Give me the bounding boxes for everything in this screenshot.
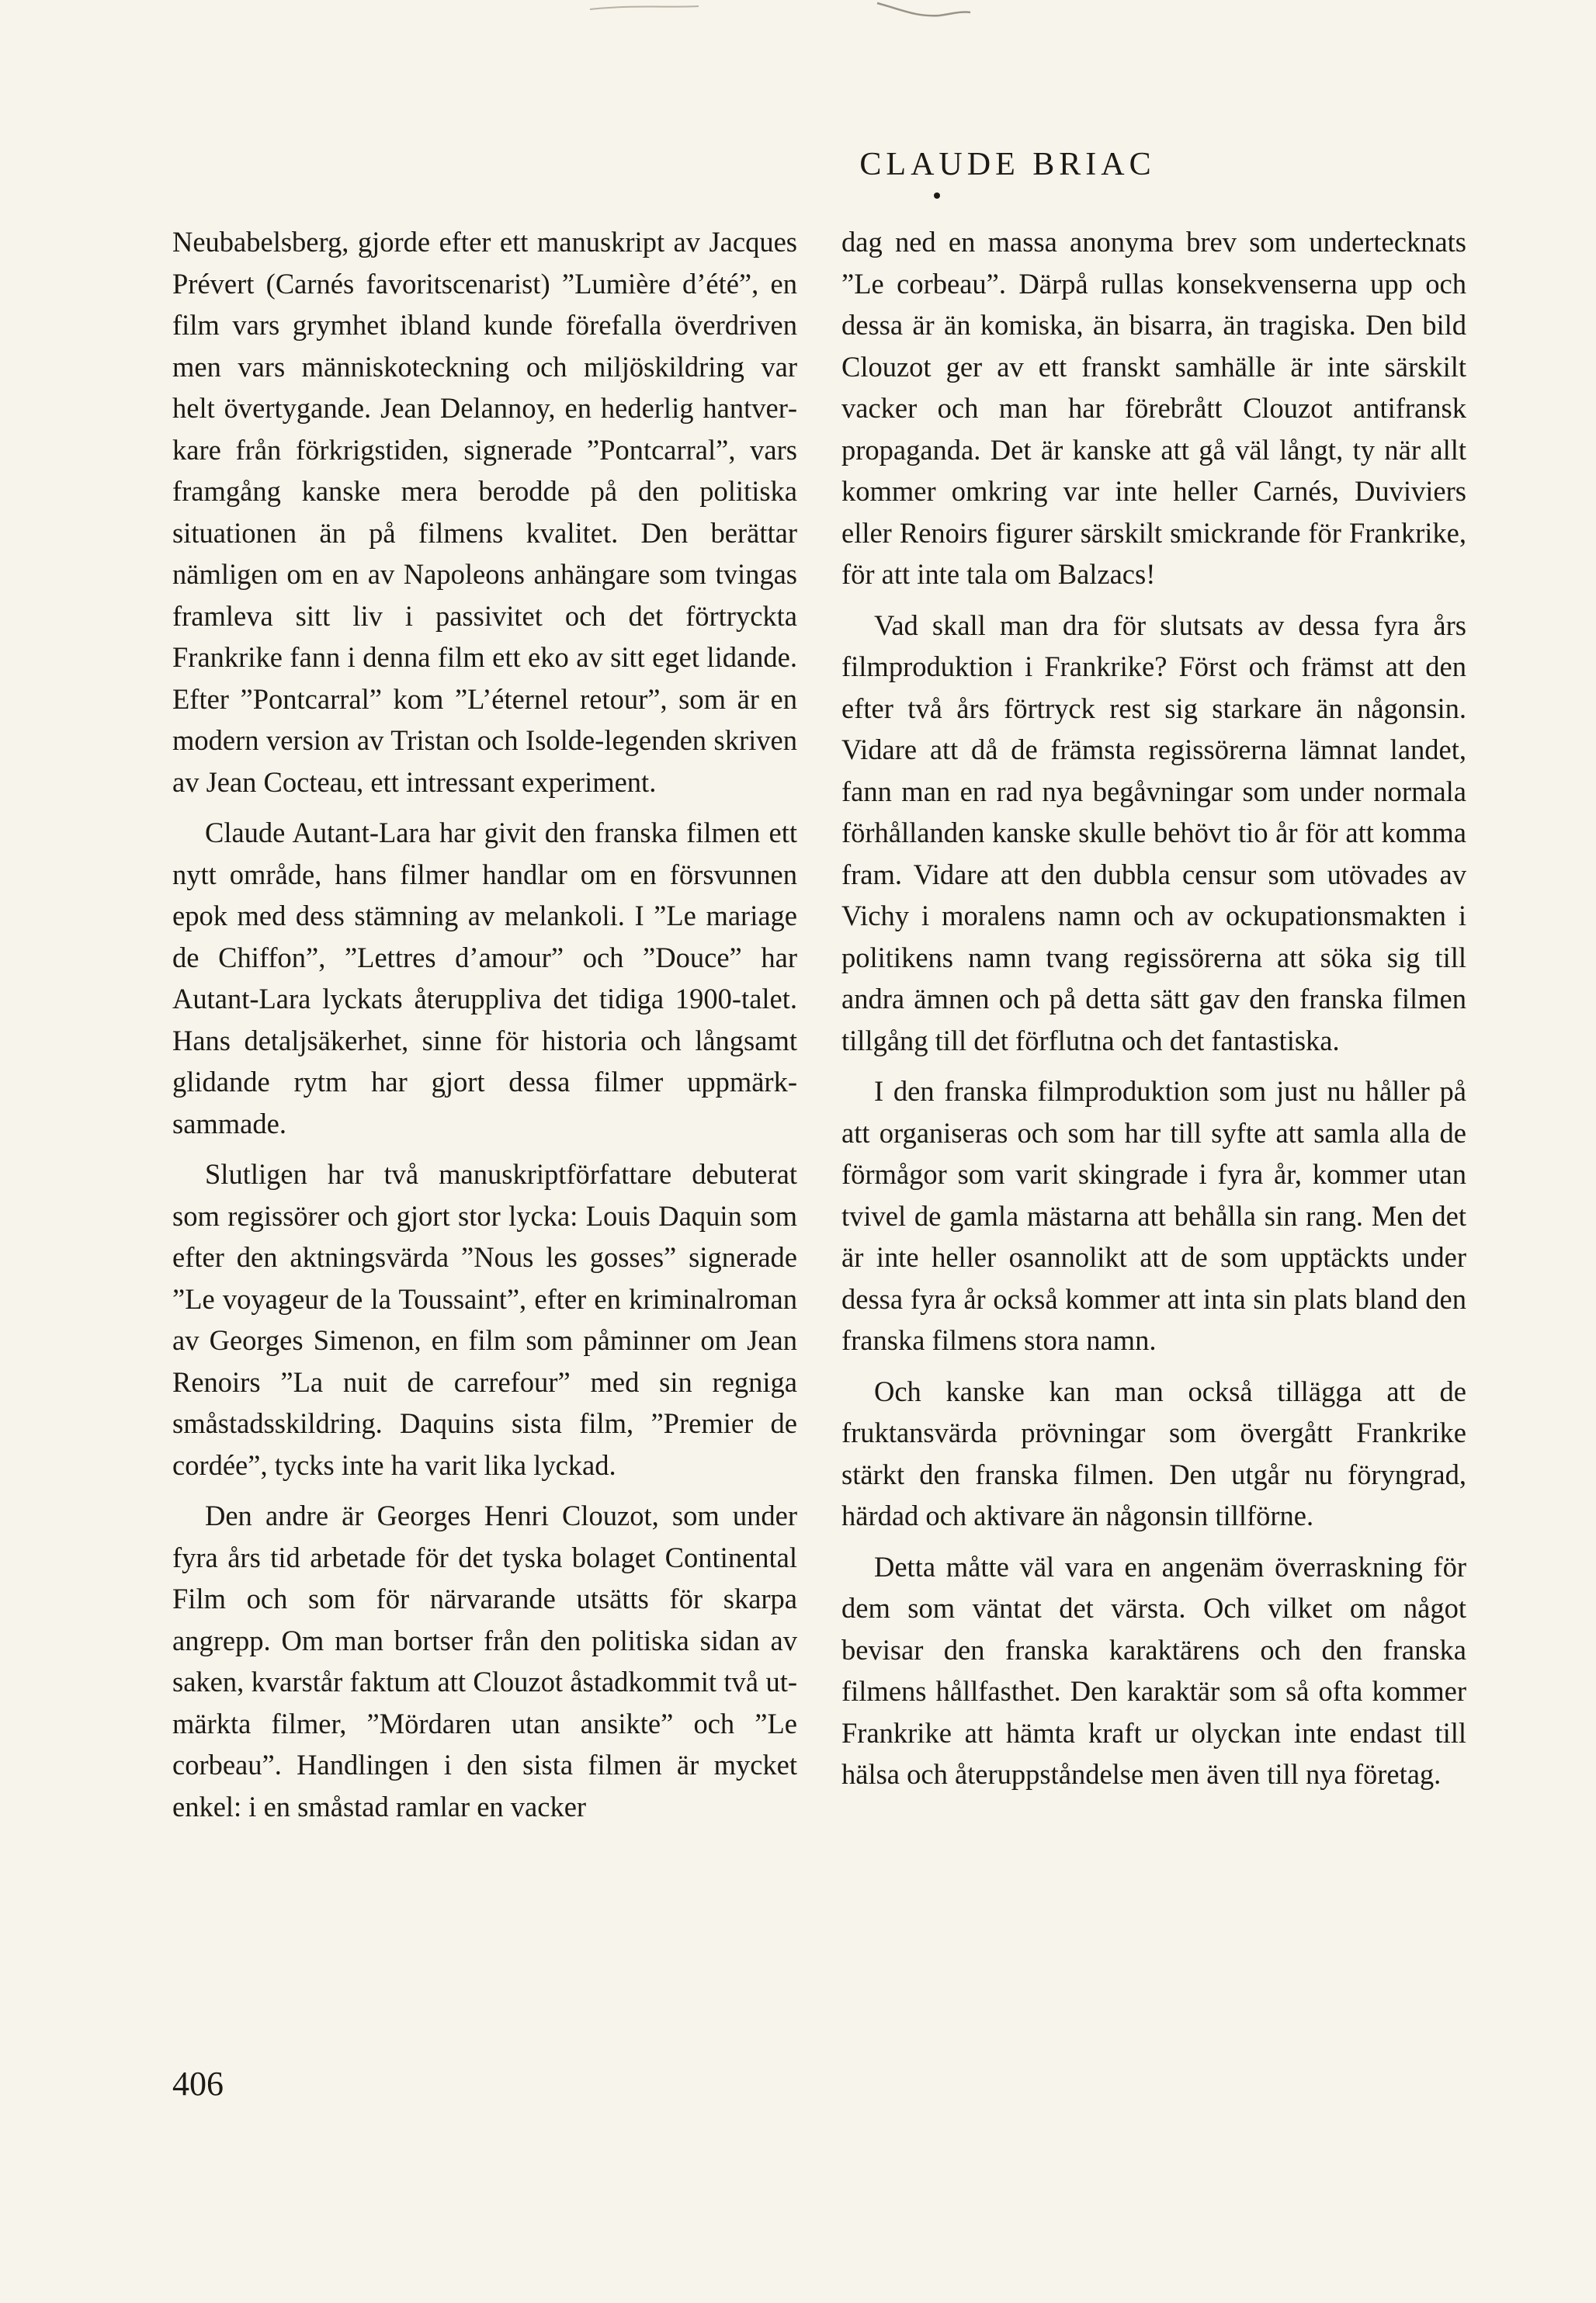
paragraph: Den andre är Georges Henri Clouzot, som under fyra års tid arbetade för det tyska bolaget Continental Film och som för närvarande utsätts för skarpa angrepp. Om man bortser från den politiska sidan av saken, kvarstår faktum att Clouzot åstadkommit två utmärkta filmer, ”Mördaren utan ansikte” och ”Le corbeau”. Handlingen i den sista filmen är mycket enkel: i en småstad ramlar en vacker <box>172 1500 797 1823</box>
paragraph: Detta måtte väl vara en angenäm överraskning för dem som väntat det värsta. Och vilket om något bevisar den franska karaktärens och den franska filmens hållfasthet. Den karaktär som så ofta kommer Frankrike att hämta kraft ur olyckan inte endast till hälsa och återuppståndelse men även till nya företag. <box>841 1550 1466 1790</box>
paragraph: Neubabelsberg, gjorde efter ett manuskript av Jacques Prévert (Carnés favoritscenarist) ”Lumière d’été”, en film vars grymhet ibland kunde förefalla överdriven men vars människoteckning och miljöskildring var helt övertygande. Jean Delannoy, en hederlig hantverkare från förkrigstiden, signerade ”Pontcarral”, vars framgång kanske mera berodde på den politiska situationen än på filmens kvalitet. Den berättar nämligen om en av Napoleons anhängare som tvingas framleva sitt liv i passivitet och det förtryckta Frankrike fann i denna film ett eko av sitt eget lidande. Efter ”Pontcarral” kom ”L’éternel retour”, som är en modern version av Tristan och Isolde-legenden skriven av Jean Cocteau, ett intressant experiment. <box>172 226 797 798</box>
paragraph: Slutligen har två manuskriptförfattare debuterat som regissörer och gjort stor lycka: Louis Daquin som efter den aktningsvärda ”Nous les gosses” signerade ”Le voyageur de la Toussaint”, efter en kriminalroman av Georges Simenon, en film som påminner om Jean Renoirs ”La nuit de carrefour” med sin regniga småstadsskildring. Daquins sista film, ”Premier de cordée”, tycks inte ha varit lika lyckad. <box>172 1158 797 1481</box>
scan-edge-mark <box>0 0 1596 31</box>
header-ornament-dot <box>934 192 940 199</box>
page-number: 406 <box>172 2065 224 2103</box>
paragraph: Vad skall man dra för slutsats av dessa fyra års filmproduktion i Frankrike? Först och främst att den efter två års förtryck rest sig starkare än någonsin. Vidare att då de främsta regissörerna lämnat landet, fann man en rad nya begåvningar som under normala förhållanden kanske skulle behövt tio år för att komma fram. Vidare att den dubbla censur som utövades av Vichy i moralens namn och av ockupationsmakten i politikens namn tvang regissörerna att söka sig till andra ämnen och på detta sätt gav den franska filmen tillgång till det förflutna och det fantastiska. <box>841 609 1466 1056</box>
paragraph: dag ned en massa anonyma brev som undertecknats ”Le corbeau”. Därpå rullas konsekvenserna upp och dessa är än komiska, än bisarra, än tragiska. Den bild Clouzot ger av ett franskt samhälle är inte särskilt vacker och man har förebrått Clouzot antifransk propaganda. Det är kanske att gå väl långt, ty när allt kommer omkring var inte heller Carnés, Duviviers eller Renoirs figurer särskilt smickrande för Frankrike, för att inte tala om Balzacs! <box>841 226 1466 590</box>
paragraph: Claude Autant-Lara har givit den franska filmen ett nytt område, hans filmer handlar om en försvunnen epok med dess stämning av melankoli. I ”Le mariage de Chiffon”, ”Lettres d’amour” och ”Douce” har Autant-Lara lyckats återuppliva det tidiga 1900-talet. Hans detaljsäkerhet, sinne för historia och långsamt glidande rytm har gjort dessa filmer uppmärksammade. <box>172 817 797 1139</box>
page-header <box>0 141 1596 188</box>
paragraph: Och kanske kan man också tillägga att de fruktansvärda prövningar som övergått Frankrike stärkt den franska filmen. Den utgår nu föryngrad, härdad och aktivare än någonsin tillförne. <box>841 1375 1466 1531</box>
left-column <box>172 221 797 1837</box>
paragraph: I den franska filmproduktion som just nu håller på att organiseras och som har till syfte att samla alla de förmågor som varit skingrade i fyra år, kommer utan tvivel de gamla mästarna att behålla sin rang. Men det är inte heller osannolikt att de som upptäckts under dessa fyra år också kommer att inta sin plats bland den franska filmens stora namn. <box>841 1075 1466 1356</box>
right-column <box>841 221 1466 1805</box>
running-head: CLAUDE BRIAC <box>859 147 1156 182</box>
